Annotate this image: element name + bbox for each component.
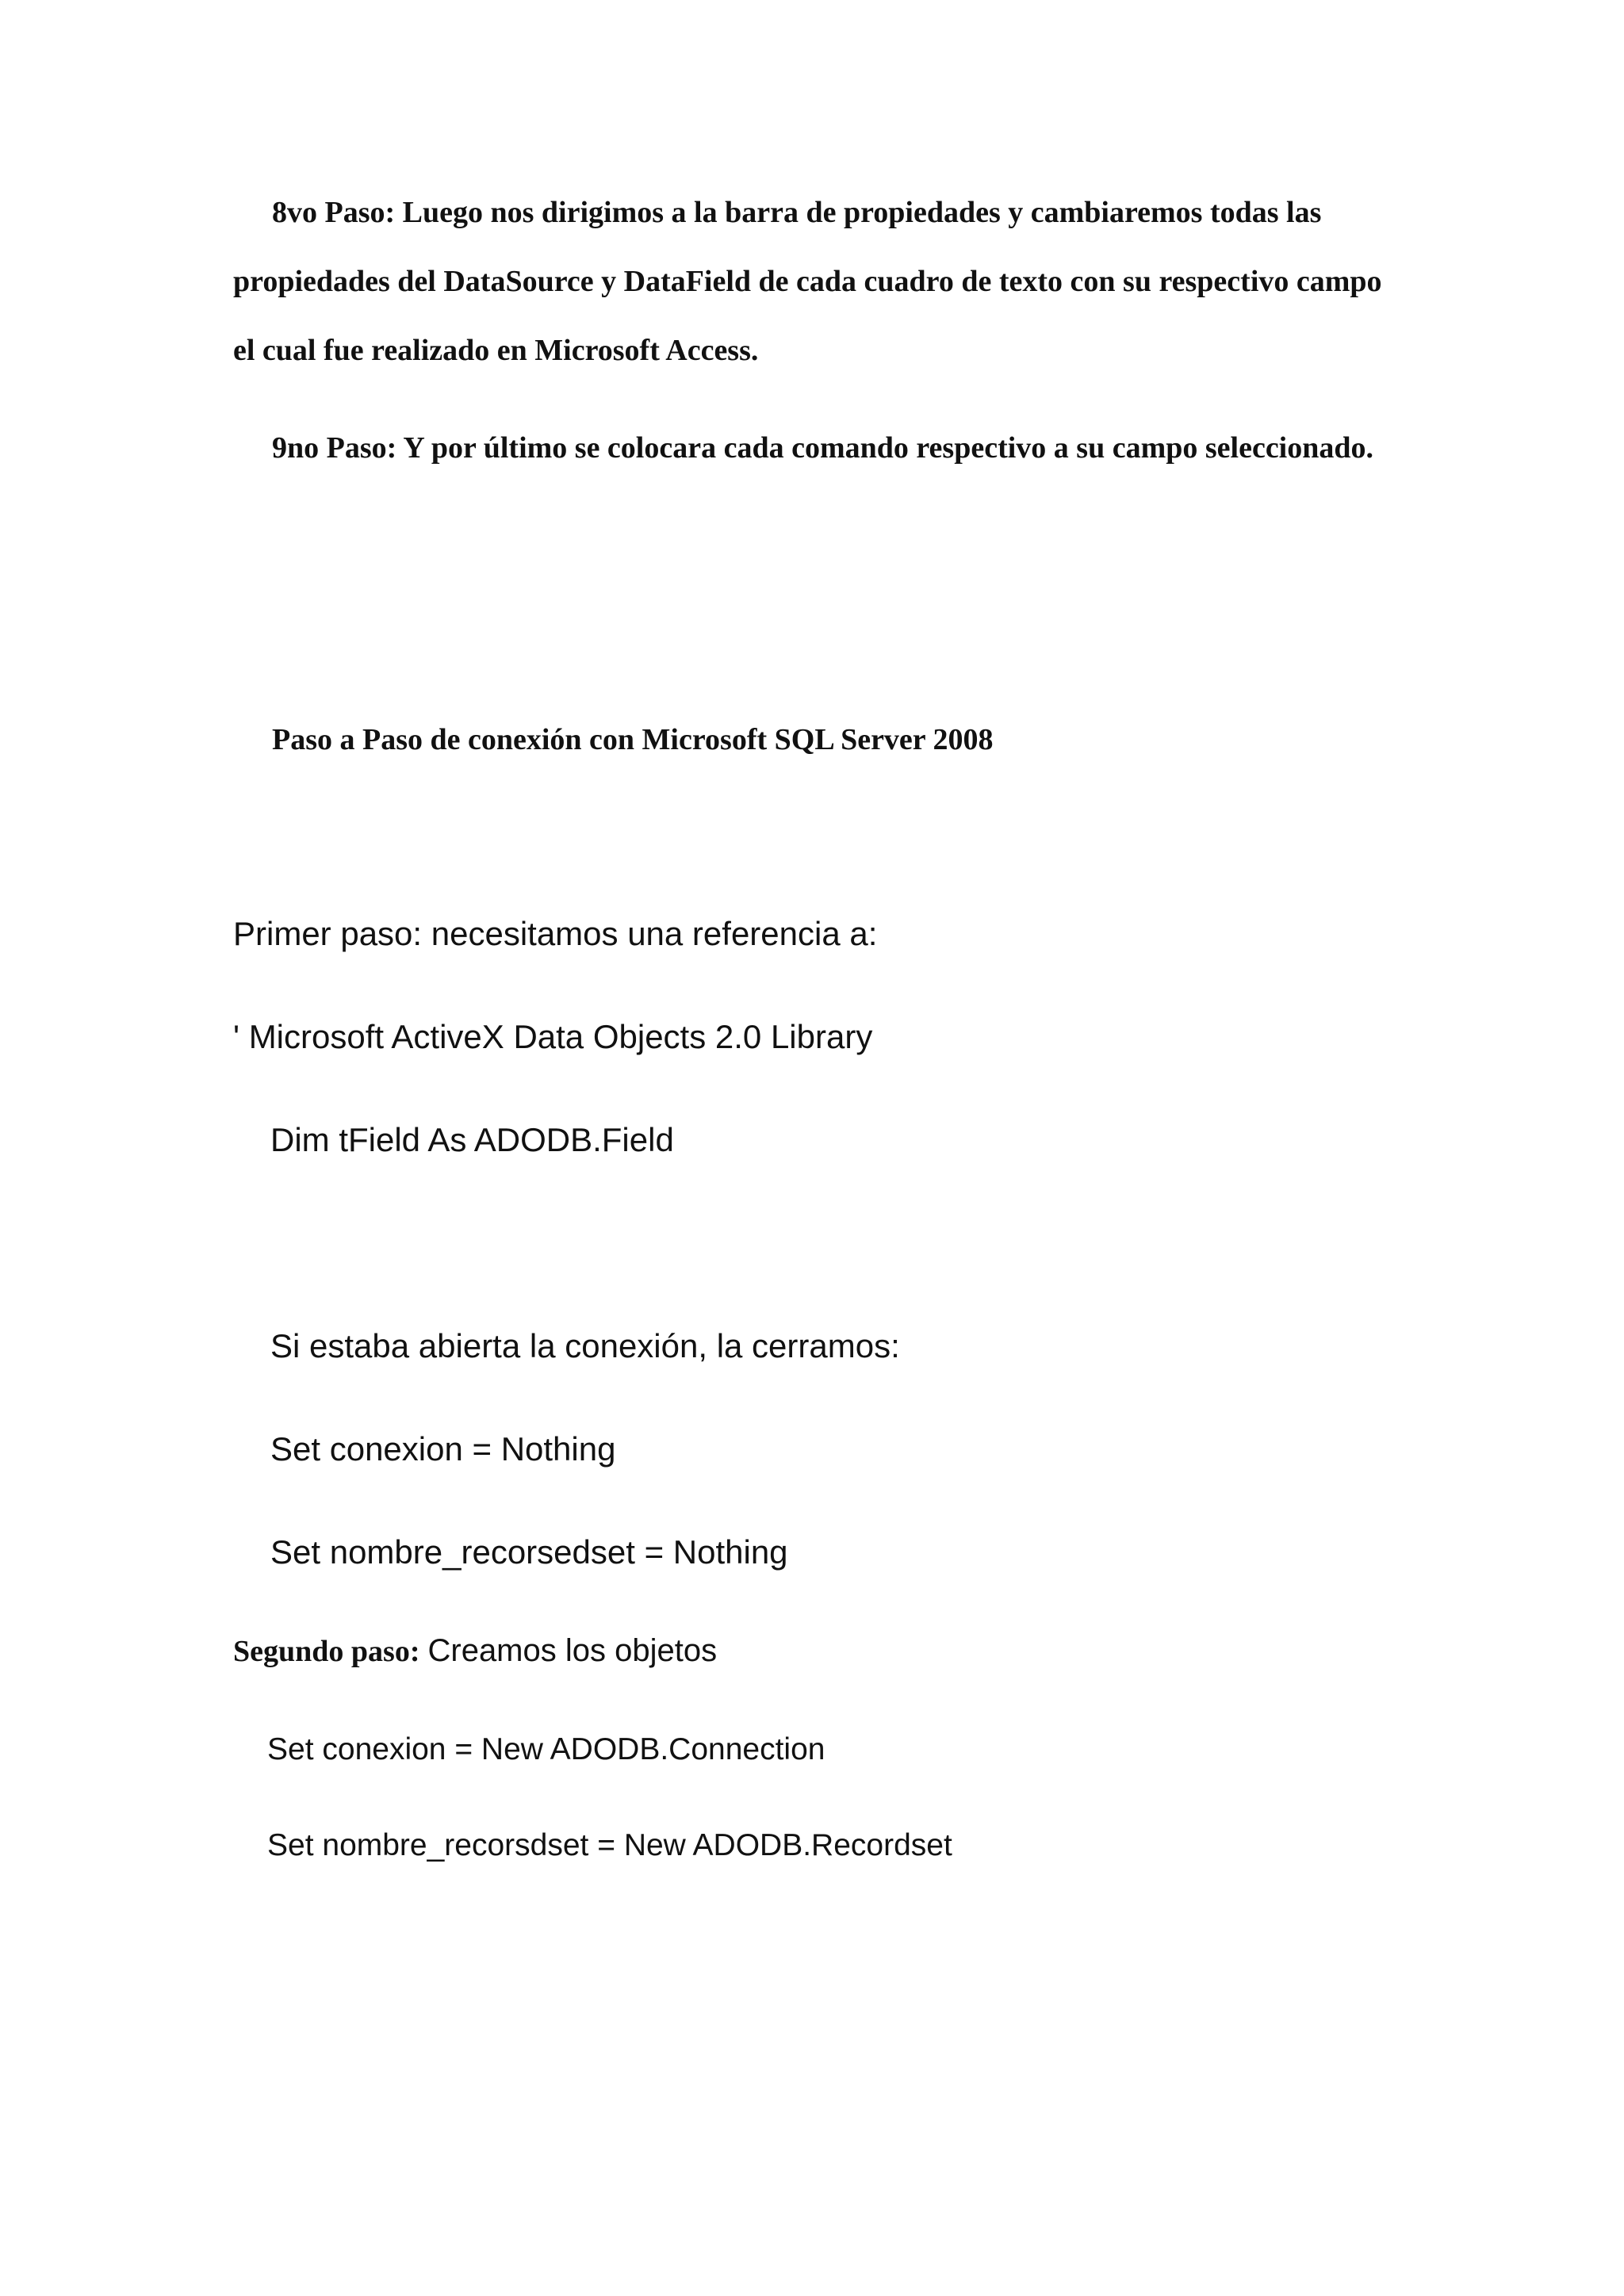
primer-paso-text: Primer paso: necesitamos una referencia a: (233, 915, 878, 952)
segundo-paso-label: Segundo paso: (233, 1635, 420, 1668)
close-connection-note: Si estaba abierta la conexión, la cerramos: (270, 1327, 900, 1364)
step8-line-2: propiedades del DataSource y DataField de cada cuadro de texto con su respectivo campo (233, 265, 1382, 298)
set-recordset-nothing: Set nombre_recorsedset = Nothing (270, 1533, 788, 1571)
set-conexion-nothing: Set conexion = Nothing (270, 1430, 616, 1468)
step9-paragraph: 9no Paso: Y por último se colocara cada comando respectivo a su campo seleccionado. (272, 431, 1374, 465)
segundo-paso-text: Creamos los objetos (427, 1633, 718, 1668)
step8-line-1: 8vo Paso: Luego nos dirigimos a la barra de propiedades y cambiaremos todas las (272, 196, 1322, 229)
reference-comment: ' Microsoft ActiveX Data Objects 2.0 Library (233, 1018, 873, 1055)
segundo-paso-line (233, 1633, 717, 1669)
set-conexion-new: Set conexion = New ADODB.Connection (267, 1732, 825, 1766)
dim-statement: Dim tField As ADODB.Field (270, 1121, 674, 1158)
section-title: Paso a Paso de conexión con Microsoft SQL Server 2008 (272, 723, 994, 756)
step8-line-3: el cual fue realizado en Microsoft Access. (233, 334, 759, 367)
set-recordset-new: Set nombre_recorsdset = New ADODB.Recordset (267, 1828, 952, 1862)
